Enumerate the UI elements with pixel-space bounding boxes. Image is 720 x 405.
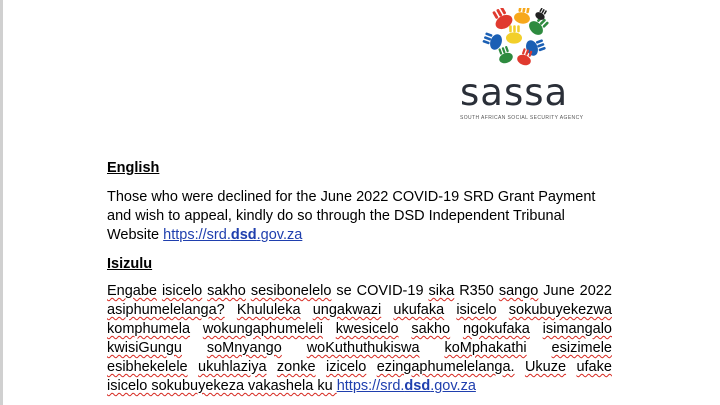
word: koMphakathi [444, 340, 527, 356]
finger-shape [518, 8, 522, 12]
word: ungakwazi [312, 302, 382, 318]
english-paragraph [107, 188, 627, 245]
word: ukufaka [393, 302, 445, 318]
word: isicelo [161, 283, 203, 299]
word: sika [428, 283, 455, 299]
finger-shape [517, 25, 520, 32]
word: ngokufaka [462, 321, 530, 337]
word: sesibonelelo [250, 283, 332, 299]
finger-shape [537, 43, 545, 48]
finger-shape [536, 39, 544, 44]
word: izicelo [326, 359, 367, 375]
word: zonke [276, 359, 316, 375]
isizulu-line [107, 320, 612, 339]
finger-shape [522, 48, 526, 55]
brand-tagline: SOUTH AFRICAN SOCIAL SECURITY AGENCY [460, 115, 584, 121]
english-line: Those who were declined for the June 2022 COVID-19 SRD Grant Payment [107, 189, 596, 205]
isizulu-line: isicelo sokubuyekeza vakashela ku https://srd.dsd.gov.za [107, 378, 476, 394]
word: isicelo [456, 302, 497, 318]
word: ezingaphumelelanga. [376, 359, 515, 375]
english-line: and wish to appeal, kindly do so through the DSD Independent Tribunal [107, 208, 565, 224]
word: soMnyango [206, 340, 282, 356]
word: Engabe [107, 283, 157, 299]
word: isimangalo [542, 321, 612, 337]
english-line: Website https://srd.dsd.gov.za [107, 227, 303, 243]
finger-shape [485, 32, 493, 37]
hands-emblem-icon [482, 8, 554, 70]
word: June [543, 283, 575, 299]
word: sango [498, 283, 539, 299]
word: wokungaphumeleli [202, 321, 323, 337]
srd-website-link-zu[interactable]: https://srd.dsd.gov.za [336, 378, 476, 394]
word: 2022 [579, 283, 612, 299]
word: woKuthuthukiswa [306, 340, 420, 356]
finger-shape [484, 36, 492, 41]
finger-shape [482, 40, 490, 45]
word: esibhekelele [107, 359, 188, 375]
word: R350 [459, 283, 494, 299]
word: ufake [576, 359, 612, 375]
finger-shape [513, 25, 516, 32]
word: sokubuyekezwa [508, 302, 612, 318]
isizulu-line [107, 282, 612, 301]
finger-shape [522, 8, 526, 13]
word: kwisiGungu [107, 340, 182, 356]
hand-shape [506, 32, 522, 43]
word: sakho [411, 321, 451, 337]
finger-shape [498, 48, 502, 55]
finger-shape [538, 47, 546, 52]
word: COVID-19 [356, 283, 424, 299]
isizulu-line [107, 339, 612, 358]
finger-shape [509, 25, 512, 32]
english-heading: English [107, 160, 160, 176]
sassa-logo [454, 8, 604, 120]
word: sakho [207, 283, 246, 299]
word: ukuhlaziya [198, 359, 267, 375]
brand-name: sassa [460, 71, 569, 114]
word: kwesicelo [335, 321, 399, 337]
word: Khululeka [236, 302, 301, 318]
word: Ukuze [524, 359, 567, 375]
isizulu-line [107, 358, 612, 377]
finger-shape [502, 47, 506, 54]
srd-website-link[interactable]: https://srd.dsd.gov.za [163, 227, 303, 243]
isizulu-heading: Isizulu [107, 256, 153, 272]
isizulu-paragraph [107, 282, 612, 396]
word: se [336, 283, 352, 299]
word: komphumela [107, 321, 191, 337]
finger-shape [526, 8, 530, 13]
word: asiphumelelanga? [107, 302, 225, 318]
word: esizimele [551, 340, 612, 356]
isizulu-line [107, 301, 612, 320]
finger-shape [505, 46, 509, 53]
